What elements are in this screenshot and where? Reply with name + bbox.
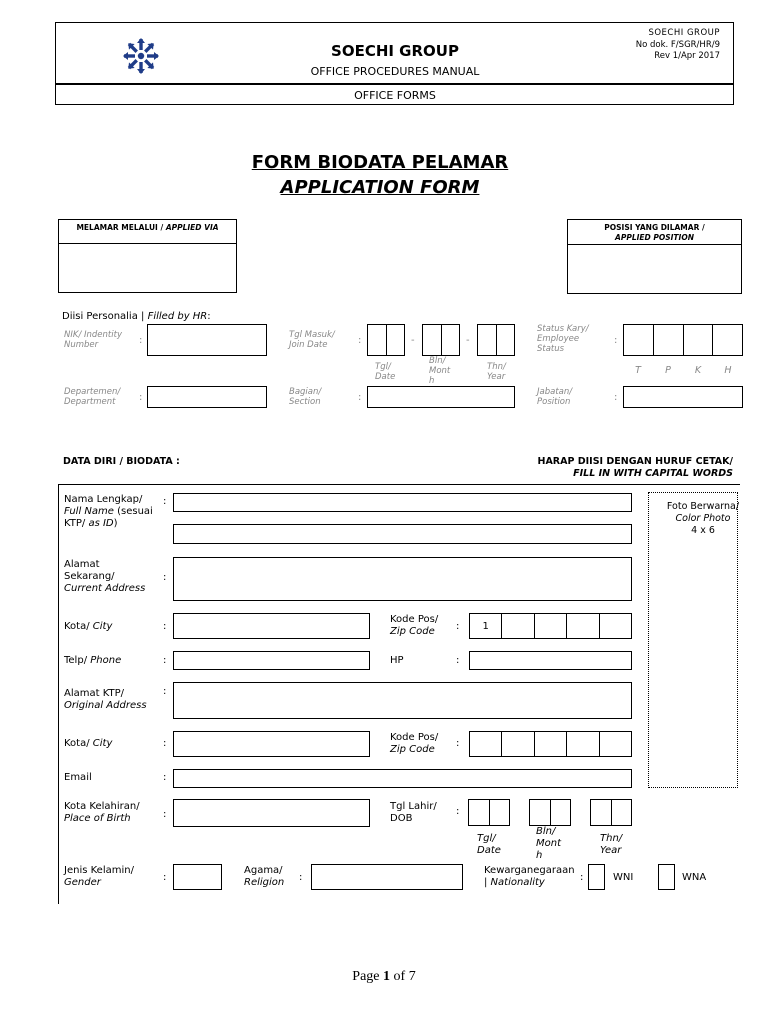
employee-status-boxes[interactable]	[623, 324, 743, 356]
city-label: Kota/ City	[64, 621, 113, 632]
hp-input[interactable]	[469, 651, 632, 670]
biodata-frame-top	[58, 484, 740, 485]
phone-input[interactable]	[173, 651, 370, 670]
dob-year[interactable]	[590, 799, 632, 826]
religion-label: Agama/ Religion	[244, 865, 285, 888]
department-label: Departemen/ Department	[64, 387, 121, 407]
gender-label: Jenis Kelamin/ Gender	[64, 865, 134, 888]
city-input[interactable]	[173, 613, 370, 639]
dob-label: Tgl Lahir/ DOB	[390, 801, 437, 824]
wna-checkbox[interactable]	[658, 864, 675, 890]
doc-revision: Rev 1/Apr 2017	[654, 51, 720, 61]
employee-status-label: Status Kary/ Employee Status	[537, 324, 589, 354]
biodata-heading: DATA DIRI / BIODATA :	[63, 456, 180, 467]
join-date-year[interactable]	[477, 324, 515, 356]
zip-digit-1[interactable]: 1	[470, 614, 502, 638]
email-label: Email	[64, 772, 92, 783]
section-label: Bagian/ Section	[289, 387, 322, 407]
doc-number: No dok. F/SGR/HR/9	[635, 40, 720, 50]
department-input[interactable]	[147, 386, 267, 408]
photo-size: 4 x 6	[691, 525, 715, 536]
wni-checkbox[interactable]	[588, 864, 605, 890]
page-number: Page 1 of 7	[352, 969, 416, 984]
full-name-input-2[interactable]	[173, 524, 632, 544]
applied-via-label: MELAMAR MELALUI / APPLIED VIA	[76, 223, 219, 232]
applied-position-label: POSISI YANG DILAMAR /	[604, 223, 705, 232]
position-input[interactable]	[623, 386, 743, 408]
dob-month[interactable]	[529, 799, 571, 826]
position-label: Jabatan/ Position	[537, 387, 573, 407]
join-day-caption: Tgl/ Date	[375, 362, 396, 382]
current-address-input[interactable]	[173, 557, 632, 601]
form-title: FORM BIODATA PELAMAR	[251, 152, 509, 173]
nik-label: NIK/ Indentity Number	[64, 330, 122, 350]
zip-label: Kode Pos/ Zip Code	[390, 614, 439, 637]
photo-box[interactable]	[648, 492, 738, 788]
wna-label: WNA	[682, 872, 707, 883]
phone-label: Telp/ Phone	[64, 655, 122, 666]
manual-name: OFFICE PROCEDURES MANUAL	[310, 65, 480, 78]
birthplace-label: Kota Kelahiran/ Place of Birth	[64, 801, 140, 824]
status-code-t: T	[635, 365, 641, 376]
section-name: OFFICE FORMS	[354, 89, 436, 102]
status-code-p: P	[665, 365, 671, 376]
nik-input[interactable]	[147, 324, 267, 356]
nationality-label: Kewarganegaraan | Nationality	[484, 865, 575, 888]
applied-via-input[interactable]	[59, 244, 236, 292]
applied-position-label-en: APPLIED POSITION	[615, 233, 694, 242]
current-address-label: Alamat Sekarang/ Current Address	[64, 559, 146, 594]
zip-code-boxes[interactable]	[469, 613, 632, 639]
join-month-caption: Bln/ Mont h	[429, 356, 451, 386]
ktp-zip-code-boxes[interactable]	[469, 731, 632, 757]
ktp-address-label: Alamat KTP/ Original Address	[64, 688, 147, 711]
capital-note: HARAP DIISI DENGAN HURUF CETAK/	[537, 456, 733, 467]
status-code-k: K	[694, 365, 702, 376]
ktp-zip-label: Kode Pos/ Zip Code	[390, 732, 439, 755]
dob-day-caption: Tgl/ Date	[477, 833, 501, 856]
full-name-input-1[interactable]	[173, 493, 632, 512]
join-date-day[interactable]	[367, 324, 405, 356]
company-logo	[121, 37, 161, 75]
ktp-city-input[interactable]	[173, 731, 370, 757]
email-input[interactable]	[173, 769, 632, 788]
photo-label: Foto Berwarna/	[666, 501, 740, 512]
applied-position-input[interactable]	[568, 245, 741, 293]
birthplace-input[interactable]	[173, 799, 370, 827]
wni-label: WNI	[613, 872, 634, 883]
ktp-address-input[interactable]	[173, 682, 632, 719]
hp-label: HP	[390, 655, 404, 666]
ktp-city-label: Kota/ City	[64, 738, 113, 749]
status-code-h: H	[724, 365, 732, 376]
join-date-label: Tgl Masuk/ Join Date	[289, 330, 335, 350]
gender-input[interactable]	[173, 864, 222, 890]
biodata-frame-left	[58, 484, 59, 904]
doc-company: SOECHI GROUP	[648, 28, 720, 38]
dob-month-caption: Bln/ Mont h	[536, 826, 562, 861]
dob-year-caption: Thn/ Year	[600, 833, 623, 856]
religion-input[interactable]	[311, 864, 463, 890]
dob-day[interactable]	[468, 799, 510, 826]
photo-label-en: Color Photo	[675, 513, 731, 524]
join-year-caption: Thn/ Year	[487, 362, 506, 382]
capital-note-en: FILL IN WITH CAPITAL WORDS	[573, 468, 733, 479]
join-date-month[interactable]	[422, 324, 460, 356]
company-name: SOECHI GROUP	[331, 42, 459, 60]
hr-section-title: Diisi Personalia | Filled by HR:	[62, 311, 211, 322]
full-name-label: Nama Lengkap/ Full Name (sesuai KTP/ as ID)	[64, 494, 153, 529]
form-subtitle: APPLICATION FORM	[280, 177, 480, 198]
section-input[interactable]	[367, 386, 515, 408]
